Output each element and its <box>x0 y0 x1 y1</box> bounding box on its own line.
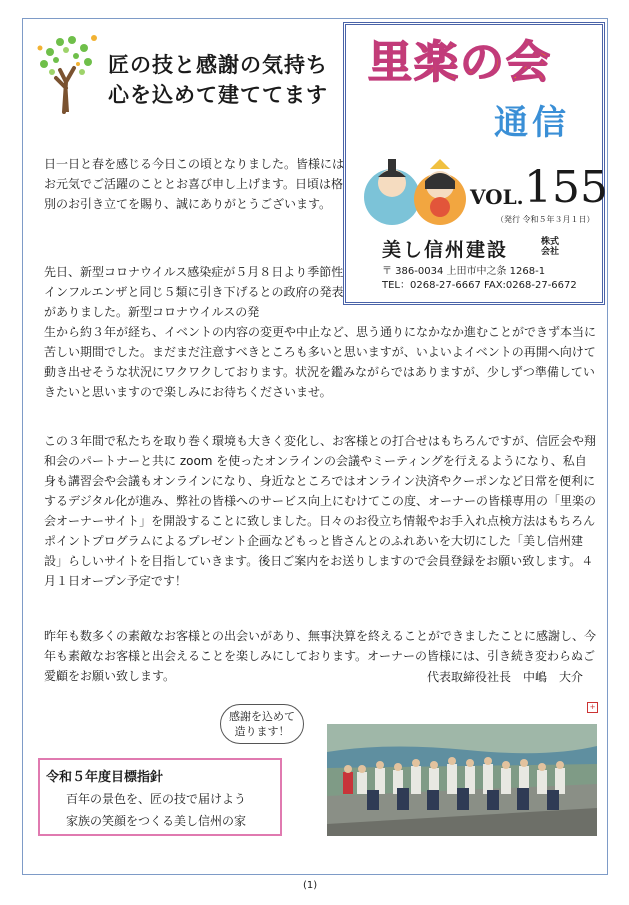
issue-date: （発行 令和５年３月１日） <box>496 215 595 224</box>
page-number: (1) <box>303 880 318 891</box>
company-name: 美し信州建設 <box>382 239 509 261</box>
volume-label: VOL. <box>470 185 524 209</box>
company-suffix: 株式会社 <box>541 237 560 257</box>
headline-line-1: 匠の技と感謝の気持ち <box>108 53 328 77</box>
speech-bubble-line-2: 造ります！ <box>234 725 290 738</box>
newsletter-title: 里楽の会 <box>368 37 552 88</box>
newsletter-subtitle: 通信 <box>494 103 570 143</box>
enlarge-icon[interactable]: + <box>587 702 598 713</box>
headline-line-2: 心を込めて建ててます <box>108 83 328 107</box>
company-contact <box>382 265 577 293</box>
speech-bubble-line-1: 感謝を込めて <box>229 710 295 723</box>
tree-logo-icon <box>30 30 102 114</box>
goal-line-2: 家族の笑顔をつくる美し信州の家 <box>66 814 247 828</box>
paragraph-thanks: 昨年も数多くの素敵なお客様との出会いがあり、無事決算を終えることができましたことに感謝し、今年も素敵なお客様と出会えることを楽しみにしております。オーナーの皆様には、引き続き変わらぬご愛顧をお願い致します。 <box>44 629 597 683</box>
company-address: 〒 386-0034 上田市中之条 1268-1 <box>382 266 546 277</box>
annual-goal-box <box>38 758 282 836</box>
signature: 代表取締役社長 中嶋 大介 <box>427 670 584 684</box>
speech-bubble <box>220 704 304 744</box>
paragraph-owner-site: この３年間で私たちを取り巻く環境も大きく変化し、お客様との打合せはもちろんですが、信匠会や翔和会のパートナーと共に zoom を使ったオンラインの会議やミーティングを行えるようになり、私自身も講習会や会議もオンラインになり、身近なところではオンライン決済やクーポンなど日常を便利にするデジタル化が進み、弊社の皆様へのサービス向上にむけてこの度、オーナーの皆様専用の「里楽の会オーナーサイト」を開設することに致しました。日々のお役立ち情報やお手入れ点検方法はもちろんポイントプログラムによるプレゼント企画などもっと皆さんとのふれあいを大切にした「美し信州建設」らしいサイトを目指していきます。後日ご案内をお送りしますので会員登録をお願い致します。４月１日オープン予定です！ <box>44 434 597 588</box>
goal-line-1: 百年の景色を、匠の技で届けよう <box>66 792 247 806</box>
company-phone-fax: TEL：0268-27-6667 FAX:0268-27-6672 <box>382 280 577 291</box>
goal-title: 令和５年度目標指針 <box>46 770 164 785</box>
headline <box>108 50 328 110</box>
staff-group-photo <box>327 724 597 836</box>
paragraph-covid-b: 生から約３年が経ち、イベントの内容の変更や中止など、思う通りになかなか進むことができず本当に苦しい期間でした。まだまだ注意すべきところも多いと思いますが、いよいよイベントの再開へ向けて動き出せそうな状況にワクワクしております。状況を鑑みながらではありますが、少しずつ準備していきたいと思いますので楽しみにお待ちくださいませ。 <box>44 325 597 399</box>
hina-dolls-illustration <box>360 145 470 235</box>
volume-number: 155 <box>524 162 608 213</box>
paragraph-greeting: 日一日と春を感じる今日この頃となりました。皆様にはお元気でご活躍のこととお喜び申し上げます。日頃は格別のお引き立てを賜り、誠にありがとうございます。 <box>44 157 345 211</box>
paragraph-covid-a: 先日、新型コロナウイルス感染症が５月８日より季節性インフルエンザと同じ５類に引き下げるとの政府の発表がありました。新型コロナウイルスの発 <box>44 265 344 319</box>
masthead-box <box>343 22 608 305</box>
